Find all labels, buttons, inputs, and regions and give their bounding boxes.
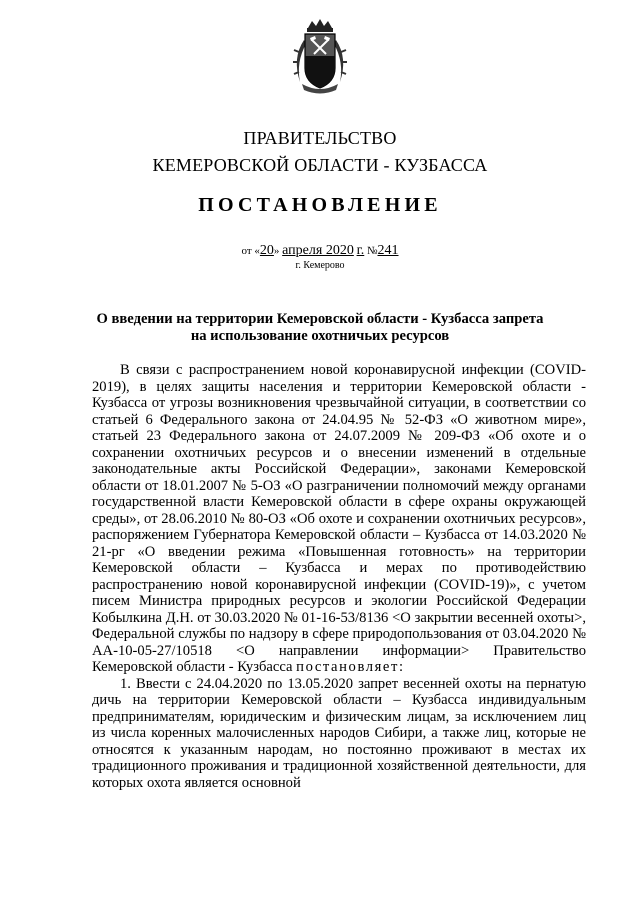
number-label: № [367, 245, 378, 257]
government-name-line1: ПРАВИТЕЛЬСТВО [243, 128, 397, 148]
government-name-line2: КЕМЕРОВСКОЙ ОБЛАСТИ - КУЗБАССА [152, 155, 488, 175]
date-day: 20 [259, 243, 274, 258]
body-paragraph [92, 362, 586, 676]
decree-number: 241 [377, 243, 399, 258]
date-mid: » [273, 245, 280, 257]
decree-city: г. Кемерово [295, 260, 345, 271]
date-year-suffix: г. [356, 243, 365, 258]
decree-subject: О введении на территории Кемеровской области - Кузбасса запрета на использование охотничьих ресурсов [96, 311, 544, 344]
decree-title: ПОСТАНОВЛЕНИЕ [198, 194, 442, 216]
coat-of-arms-icon [290, 18, 350, 94]
date-prefix: от « [241, 245, 260, 257]
date-month-year: апреля 2020 [282, 243, 354, 258]
body-paragraph-item-1: 1. Ввести с 24.04.2020 по 13.05.2020 запрет весенней охоты на пернатую дичь на территории Кемеровской области – Кузбасса индивидуальным предпринимателям, юридическим и физическим лицам, за исключением лиц из числа коренных малочисленных народов Сибири, а также лиц, которые не относятся к указанным народам, но постоянно проживают в местах их традиционного проживания и традиционной хозяйственной деятельности, для которых охота является основной [92, 675, 586, 791]
paragraph-text: В связи с распространением новой коронавирусной инфекции (COVID-2019), в целях защиты населения и территории Кемеровской области - Кузбасса от угрозы возникновения чрезвычайной ситуации, в соответствии со статьей 6 Федерального закона от 24.04.95 № 52-ФЗ «О животном мире», статьей 23 Федерального закона от 24.07.2009 № 209-ФЗ «Об охоте и о сохранении охотничьих ресурсов и о внесении изменений в отдельные законодательные акты Российской Федерации», законами Кемеровской области от 18.01.2007 № 5-ОЗ «О разграничении полномочий между органами государственной власти Кемеровской области в сфере охраны окружающей среды», от 28.06.2010 № 80-ОЗ «Об охоте и сохранении охотничьих ресурсов», распоряжением Губернатора Кемеровской области – Кузбасса от 14.03.2020 № 21-рг «О введении режима «Повышенная готовность» на территории Кемеровской области – Кузбасса и мерах по противодействию распространению новой коронавирусной инфекции (COVID-19)», с учетом писем Министра природных ресурсов и экологии Российской Федерации Кобылкина Д.Н. от 30.03.2020 № 01-16-53/8136 <О закрытии весенней охоты>, Федеральной службы по надзору в сфере природопользования от 03.04.2020 № АА-10-05-27/10518 <О направлении информации> Правительство Кемеровской области - Кузбасса [92, 362, 586, 675]
resolves-word: постановляет: [296, 659, 405, 675]
decree-body [92, 362, 586, 791]
decree-date-number [0, 243, 640, 271]
